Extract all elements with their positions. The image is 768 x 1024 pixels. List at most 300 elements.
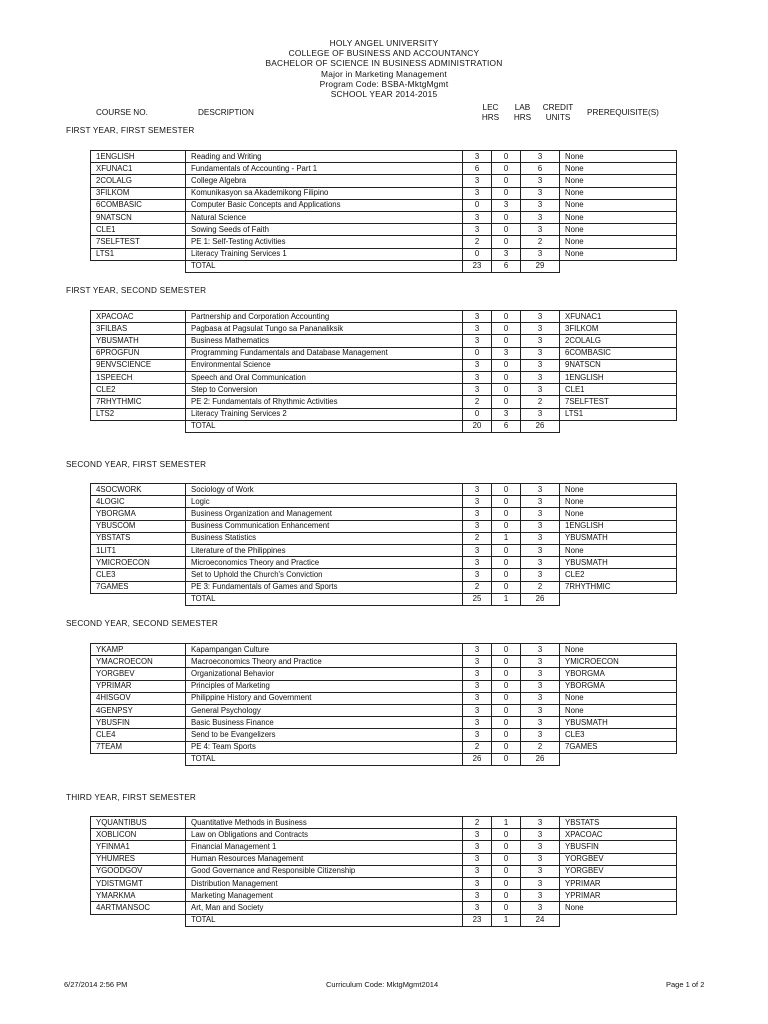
total-lab: 6	[492, 260, 521, 272]
total-label: TOTAL	[186, 593, 463, 605]
course-row	[91, 877, 677, 889]
prerequisite: YBSTATS	[560, 817, 677, 829]
prerequisite: None	[560, 484, 677, 496]
prerequisite: YORGBEV	[560, 865, 677, 877]
lab-hrs-header: LAB HRS	[513, 103, 532, 122]
lec-hours: 3	[463, 853, 492, 865]
total-spacer	[91, 260, 186, 272]
credit-units: 3	[521, 817, 560, 829]
total-lab: 1	[492, 914, 521, 926]
course-row	[91, 890, 677, 902]
credit-units: 3	[521, 347, 560, 359]
total-units: 26	[521, 420, 560, 432]
credit-units: 3	[521, 544, 560, 556]
course-code: YBUSCOM	[91, 520, 186, 532]
credit-units: 3	[521, 557, 560, 569]
course-row	[91, 902, 677, 914]
lab-hours: 0	[492, 865, 521, 877]
semester-table	[90, 150, 677, 273]
course-row	[91, 199, 677, 211]
lab-hours: 0	[492, 311, 521, 323]
prerequisite: YPRIMAR	[560, 877, 677, 889]
total-row	[91, 593, 677, 605]
lab-hours: 3	[492, 408, 521, 420]
lec-hours: 3	[463, 644, 492, 656]
total-spacer	[91, 753, 186, 765]
lec-hours: 3	[463, 520, 492, 532]
prerequisite: CLE1	[560, 384, 677, 396]
lab-hours: 0	[492, 335, 521, 347]
total-units: 29	[521, 260, 560, 272]
course-code: YMARKMA	[91, 890, 186, 902]
lec-hours: 0	[463, 408, 492, 420]
lec-hours: 3	[463, 692, 492, 704]
lab-hours: 1	[492, 532, 521, 544]
course-row	[91, 520, 677, 532]
total-label: TOTAL	[186, 420, 463, 432]
credit-units: 3	[521, 359, 560, 371]
curriculum-code: Curriculum Code: MktgMgmt2014	[326, 980, 439, 989]
total-lec: 20	[463, 420, 492, 432]
course-code: 1SPEECH	[91, 371, 186, 383]
course-row	[91, 656, 677, 668]
course-description: Business Mathematics	[186, 335, 463, 347]
total-units: 26	[521, 753, 560, 765]
credit-units: 3	[521, 311, 560, 323]
total-spacer	[560, 260, 677, 272]
lec-hours: 3	[463, 865, 492, 877]
total-spacer	[91, 914, 186, 926]
course-description: Logic	[186, 496, 463, 508]
lec-hours: 3	[463, 557, 492, 569]
credit-units: 3	[521, 371, 560, 383]
semester-table	[90, 643, 677, 766]
prerequisite: None	[560, 496, 677, 508]
total-row	[91, 260, 677, 272]
course-description: Art, Man and Society	[186, 902, 463, 914]
credit-units: 3	[521, 187, 560, 199]
course-description: General Psychology	[186, 704, 463, 716]
lab-hours: 0	[492, 692, 521, 704]
course-row	[91, 569, 677, 581]
prerequisite: XFUNAC1	[560, 311, 677, 323]
course-row	[91, 248, 677, 260]
lec-hours: 3	[463, 544, 492, 556]
course-code: 7TEAM	[91, 741, 186, 753]
course-row	[91, 371, 677, 383]
prerequisite: YMICROECON	[560, 656, 677, 668]
course-code: YORGBEV	[91, 668, 186, 680]
course-code: 4SOCWORK	[91, 484, 186, 496]
course-row	[91, 865, 677, 877]
lec-hours: 3	[463, 841, 492, 853]
lec-hours: 3	[463, 211, 492, 223]
lec-hours: 3	[463, 902, 492, 914]
course-code: 4HISGOV	[91, 692, 186, 704]
course-code: XPACOAC	[91, 311, 186, 323]
credit-units: 3	[521, 680, 560, 692]
course-row	[91, 151, 677, 163]
total-spacer	[560, 753, 677, 765]
credit-units: 2	[521, 581, 560, 593]
lec-hours: 3	[463, 569, 492, 581]
credit-units: 3	[521, 692, 560, 704]
course-row	[91, 347, 677, 359]
prerequisite: None	[560, 236, 677, 248]
lab-hours: 3	[492, 248, 521, 260]
prerequisite: LTS1	[560, 408, 677, 420]
prerequisite: YORGBEV	[560, 853, 677, 865]
course-row	[91, 741, 677, 753]
course-row	[91, 496, 677, 508]
lab-hours: 0	[492, 841, 521, 853]
prerequisite: YPRIMAR	[560, 890, 677, 902]
course-row	[91, 680, 677, 692]
prerequisite: 3FILKOM	[560, 323, 677, 335]
course-code: YMICROECON	[91, 557, 186, 569]
course-row	[91, 408, 677, 420]
course-code: 3FILBAS	[91, 323, 186, 335]
lec-hours: 2	[463, 532, 492, 544]
course-row	[91, 817, 677, 829]
lec-hours: 3	[463, 496, 492, 508]
course-code: YQUANTIBUS	[91, 817, 186, 829]
school-year: SCHOOL YEAR 2014-2015	[330, 89, 438, 100]
lec-hours: 2	[463, 581, 492, 593]
lab-hours: 0	[492, 187, 521, 199]
course-description: Law on Obligations and Contracts	[186, 829, 463, 841]
course-description: Step to Conversion	[186, 384, 463, 396]
lec-hours: 3	[463, 680, 492, 692]
lab-hours: 0	[492, 224, 521, 236]
course-description: Pagbasa at Pagsulat Tungo sa Pananaliksik	[186, 323, 463, 335]
total-lec: 23	[463, 914, 492, 926]
course-code: 6COMBASIC	[91, 199, 186, 211]
course-code: 9ENVSCIENCE	[91, 359, 186, 371]
total-label: TOTAL	[186, 260, 463, 272]
lab-hours: 0	[492, 384, 521, 396]
course-description: Fundamentals of Accounting - Part 1	[186, 163, 463, 175]
prerequisite: None	[560, 199, 677, 211]
course-description: College Algebra	[186, 175, 463, 187]
page-number: Page 1 of 2	[666, 980, 705, 989]
program-name: BACHELOR OF SCIENCE IN BUSINESS ADMINISTRATION	[265, 58, 503, 69]
credit-units: 3	[521, 902, 560, 914]
prerequisite: 6COMBASIC	[560, 347, 677, 359]
prerequisite: None	[560, 704, 677, 716]
college-name: COLLEGE OF BUSINESS AND ACCOUNTANCY	[288, 48, 480, 59]
total-lec: 23	[463, 260, 492, 272]
prerequisite: YBORGMA	[560, 680, 677, 692]
total-lab: 0	[492, 753, 521, 765]
course-code: YGOODGOV	[91, 865, 186, 877]
credit-units: 3	[521, 717, 560, 729]
course-description: Speech and Oral Communication	[186, 371, 463, 383]
total-lec: 26	[463, 753, 492, 765]
semester-label: FIRST YEAR, SECOND SEMESTER	[66, 286, 207, 295]
prerequisite: None	[560, 644, 677, 656]
course-description: Sowing Seeds of Faith	[186, 224, 463, 236]
course-row	[91, 581, 677, 593]
credit-units: 3	[521, 520, 560, 532]
lab-hours: 0	[492, 644, 521, 656]
lab-hours: 0	[492, 175, 521, 187]
credit-units: 3	[521, 853, 560, 865]
credit-units: 3	[521, 248, 560, 260]
lec-hours: 0	[463, 199, 492, 211]
course-code: YFINMA1	[91, 841, 186, 853]
total-row	[91, 914, 677, 926]
course-row	[91, 175, 677, 187]
course-code: YKAMP	[91, 644, 186, 656]
course-description: Philippine History and Government	[186, 692, 463, 704]
lec-hours: 3	[463, 359, 492, 371]
course-row	[91, 692, 677, 704]
course-row	[91, 311, 677, 323]
course-code: 7RHYTHMIC	[91, 396, 186, 408]
prerequisite: None	[560, 175, 677, 187]
lec-hours: 3	[463, 484, 492, 496]
course-row	[91, 224, 677, 236]
total-row	[91, 753, 677, 765]
print-datetime: 6/27/2014 2:56 PM	[64, 980, 128, 989]
lab-hours: 0	[492, 496, 521, 508]
lec-hours: 3	[463, 335, 492, 347]
lec-hours: 2	[463, 236, 492, 248]
lec-hours: 3	[463, 371, 492, 383]
prerequisite: None	[560, 151, 677, 163]
lec-hours: 3	[463, 224, 492, 236]
lec-hours: 3	[463, 668, 492, 680]
course-code: YBORGMA	[91, 508, 186, 520]
course-description: Organizational Behavior	[186, 668, 463, 680]
credit-units: 3	[521, 224, 560, 236]
credit-units: 3	[521, 890, 560, 902]
course-code: YHUMRES	[91, 853, 186, 865]
credit-units: 3	[521, 335, 560, 347]
lec-hours: 3	[463, 508, 492, 520]
total-label: TOTAL	[186, 753, 463, 765]
lec-hours: 3	[463, 729, 492, 741]
prerequisite: None	[560, 692, 677, 704]
lec-hours: 3	[463, 187, 492, 199]
course-row	[91, 544, 677, 556]
course-code: 1LIT1	[91, 544, 186, 556]
course-description: Microeconomics Theory and Practice	[186, 557, 463, 569]
course-description: Quantitative Methods in Business	[186, 817, 463, 829]
course-description: Marketing Management	[186, 890, 463, 902]
prerequisite: YBUSMATH	[560, 557, 677, 569]
lab-hours: 0	[492, 557, 521, 569]
semester-label: FIRST YEAR, FIRST SEMESTER	[66, 126, 195, 135]
lec-hours: 3	[463, 877, 492, 889]
lab-hours: 0	[492, 520, 521, 532]
course-description: Basic Business Finance	[186, 717, 463, 729]
lab-hours: 0	[492, 656, 521, 668]
prerequisite: 1ENGLISH	[560, 371, 677, 383]
course-description: Literacy Training Services 2	[186, 408, 463, 420]
course-code: 9NATSCN	[91, 211, 186, 223]
lab-hours: 0	[492, 877, 521, 889]
course-code: YDISTMGMT	[91, 877, 186, 889]
prerequisite: 2COLALG	[560, 335, 677, 347]
course-description: Reading and Writing	[186, 151, 463, 163]
course-description: Partnership and Corporation Accounting	[186, 311, 463, 323]
lab-hours: 0	[492, 829, 521, 841]
lec-hours: 3	[463, 717, 492, 729]
lec-hours: 3	[463, 323, 492, 335]
course-code: LTS1	[91, 248, 186, 260]
course-row	[91, 359, 677, 371]
prerequisite: 7SELFTEST	[560, 396, 677, 408]
lab-hours: 0	[492, 569, 521, 581]
credit-units: 3	[521, 211, 560, 223]
course-description: PE 3: Fundamentals of Games and Sports	[186, 581, 463, 593]
course-no-header: COURSE NO.	[96, 108, 148, 117]
course-description: Business Organization and Management	[186, 508, 463, 520]
prerequisite: None	[560, 508, 677, 520]
lec-hrs-header: LEC HRS	[481, 103, 500, 122]
total-lab: 6	[492, 420, 521, 432]
course-row	[91, 829, 677, 841]
lab-hours: 0	[492, 717, 521, 729]
credit-units: 3	[521, 841, 560, 853]
course-description: Literacy Training Services 1	[186, 248, 463, 260]
prerequisite: None	[560, 163, 677, 175]
course-description: Good Governance and Responsible Citizenship	[186, 865, 463, 877]
course-description: PE 4: Team Sports	[186, 741, 463, 753]
semester-table	[90, 483, 677, 606]
lab-hours: 0	[492, 704, 521, 716]
total-spacer	[91, 420, 186, 432]
lab-hours: 0	[492, 544, 521, 556]
course-row	[91, 704, 677, 716]
lec-hours: 3	[463, 151, 492, 163]
course-code: 4GENPSY	[91, 704, 186, 716]
course-row	[91, 236, 677, 248]
course-description: Distribution Management	[186, 877, 463, 889]
course-code: 2COLALG	[91, 175, 186, 187]
total-lec: 25	[463, 593, 492, 605]
credit-units: 3	[521, 656, 560, 668]
credit-units: 3	[521, 877, 560, 889]
lec-hours: 2	[463, 817, 492, 829]
credit-units: 3	[521, 384, 560, 396]
course-description: Sociology of Work	[186, 484, 463, 496]
lab-hours: 0	[492, 890, 521, 902]
course-row	[91, 717, 677, 729]
prerequisite: 7RHYTHMIC	[560, 581, 677, 593]
course-code: CLE2	[91, 384, 186, 396]
course-code: YPRIMAR	[91, 680, 186, 692]
course-row	[91, 396, 677, 408]
total-label: TOTAL	[186, 914, 463, 926]
course-description: Principles of Marketing	[186, 680, 463, 692]
course-row	[91, 668, 677, 680]
course-description: PE 2: Fundamentals of Rhythmic Activities	[186, 396, 463, 408]
prerequisite: 7GAMES	[560, 741, 677, 753]
course-description: Set to Uphold the Church's Conviction	[186, 569, 463, 581]
lab-hours: 0	[492, 668, 521, 680]
credit-units: 3	[521, 829, 560, 841]
credit-units: 3	[521, 175, 560, 187]
course-code: 1ENGLISH	[91, 151, 186, 163]
description-header: DESCRIPTION	[198, 108, 254, 117]
course-code: CLE1	[91, 224, 186, 236]
lab-hours: 0	[492, 236, 521, 248]
course-description: Computer Basic Concepts and Applications	[186, 199, 463, 211]
lec-hours: 3	[463, 829, 492, 841]
prerequisite: XPACOAC	[560, 829, 677, 841]
total-lab: 1	[492, 593, 521, 605]
prerequisite: CLE3	[560, 729, 677, 741]
credit-units: 6	[521, 163, 560, 175]
semester-table	[90, 310, 677, 433]
course-description: Environmental Science	[186, 359, 463, 371]
lab-hours: 1	[492, 817, 521, 829]
lab-hours: 0	[492, 396, 521, 408]
lab-hours: 0	[492, 680, 521, 692]
course-description: Send to be Evangelizers	[186, 729, 463, 741]
course-description: Business Communication Enhancement	[186, 520, 463, 532]
prerequisite: 9NATSCN	[560, 359, 677, 371]
total-row	[91, 420, 677, 432]
credit-units: 3	[521, 729, 560, 741]
course-row	[91, 532, 677, 544]
semester-label: SECOND YEAR, SECOND SEMESTER	[66, 619, 218, 628]
lab-hours: 0	[492, 371, 521, 383]
course-row	[91, 508, 677, 520]
lec-hours: 3	[463, 656, 492, 668]
credit-units: 3	[521, 323, 560, 335]
course-code: YMACROECON	[91, 656, 186, 668]
lab-hours: 0	[492, 484, 521, 496]
course-code: XOBLICON	[91, 829, 186, 841]
course-row	[91, 644, 677, 656]
document-header	[0, 38, 768, 99]
course-row	[91, 335, 677, 347]
prerequisite: None	[560, 902, 677, 914]
lec-hours: 2	[463, 741, 492, 753]
course-row	[91, 853, 677, 865]
lab-hours: 3	[492, 347, 521, 359]
course-code: 4LOGIC	[91, 496, 186, 508]
course-row	[91, 384, 677, 396]
lec-hours: 2	[463, 396, 492, 408]
course-description: Komunikasyon sa Akademikong Filipino	[186, 187, 463, 199]
total-spacer	[91, 593, 186, 605]
credit-units: 3	[521, 668, 560, 680]
credit-units: 3	[521, 865, 560, 877]
major-name: Major in Marketing Management	[321, 68, 447, 79]
lec-hours: 3	[463, 384, 492, 396]
course-code: 4ARTMANSOC	[91, 902, 186, 914]
credit-units-header: CREDIT UNITS	[542, 103, 574, 122]
credit-units: 3	[521, 704, 560, 716]
lab-hours: 0	[492, 163, 521, 175]
course-code: YBSTATS	[91, 532, 186, 544]
credit-units: 3	[521, 532, 560, 544]
lec-hours: 3	[463, 311, 492, 323]
credit-units: 3	[521, 508, 560, 520]
lec-hours: 3	[463, 890, 492, 902]
course-description: Business Statistics	[186, 532, 463, 544]
course-description: Natural Science	[186, 211, 463, 223]
prerequisite: YBUSMATH	[560, 532, 677, 544]
lab-hours: 0	[492, 508, 521, 520]
prerequisite: None	[560, 248, 677, 260]
lec-hours: 6	[463, 163, 492, 175]
